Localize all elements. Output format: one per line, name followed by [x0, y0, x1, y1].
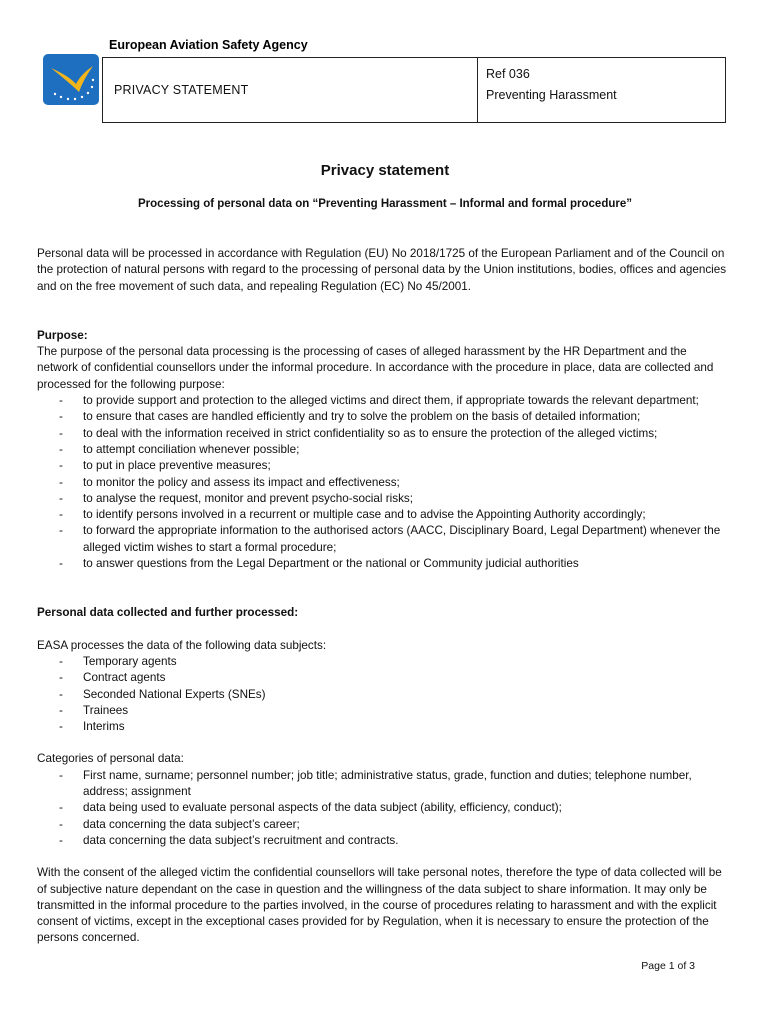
list-item: - data being used to evaluate personal aspects of the data subject (ability, efficiency, conduct); — [37, 800, 730, 816]
document-type: PRIVACY STATEMENT — [103, 58, 478, 122]
purpose-paragraph: The purpose of the personal data processing is the processing of cases of alleged harassment by the HR Department and the network of confidential counsellors under the informal procedure. In accordance with the procedure in place, data are collected and processed for the following purpose: — [37, 345, 714, 391]
purpose-list — [37, 393, 730, 572]
list-item: - to ensure that cases are handled efficiently and try to solve the problem on the basis of detailed information; — [37, 409, 730, 425]
page-number: Page 1 of 3 — [641, 960, 695, 972]
list-item: - Temporary agents — [37, 654, 730, 670]
easa-logo — [43, 54, 99, 105]
page-title: Privacy statement — [320, 162, 450, 179]
list-item: - to deal with the information received in strict confidentiality so as to ensure the protection of the alleged victims; — [37, 426, 730, 442]
data-categories-list — [37, 768, 730, 849]
data-subjects-list — [37, 654, 730, 735]
list-item: - to identify persons involved in a recurrent or multiple case and to advise the Appointing Authority accordingly; — [37, 507, 730, 523]
list-item: - Contract agents — [37, 670, 730, 686]
page-subtitle: Processing of personal data on “Preventing Harassment – Informal and formal procedure” — [138, 198, 632, 210]
intro-paragraph: Personal data will be processed in accordance with Regulation (EU) No 2018/1725 of the European Parliament and of the Council on the protection of natural persons with regard to the processing of personal data by the Union institutions, bodies, offices and agencies and on the free movement of such data, and repealing Regulation (EC) No 45/2001. — [37, 247, 727, 293]
list-item: - data concerning the data subject’s recruitment and contracts. — [37, 833, 730, 849]
list-item: - to put in place preventive measures; — [37, 458, 730, 474]
document-body — [37, 246, 730, 947]
purpose-heading: Purpose: — [37, 328, 88, 342]
list-item: - Seconded National Experts (SNEs) — [37, 687, 730, 703]
list-item: - Trainees — [37, 703, 730, 719]
list-item: - Interims — [37, 719, 730, 735]
reference-number: Ref 036 — [486, 67, 530, 81]
list-item: - to provide support and protection to the alleged victims and direct them, if appropriate towards the relevant department; — [37, 393, 730, 409]
personal-data-heading: Personal data collected and further processed: — [37, 606, 299, 620]
consent-paragraph: With the consent of the alleged victim the confidential counsellors will take personal notes, therefore the type of data collected will be of subjective nature dependant on the case in question and the willingness of the data subject to share information. It may only be transmitted in the informal procedure to the parties involved, in the course of procedures relating to harassment and with the explicit consent of victims, except in the exceptional cases provided for by Regulation, when it is necessary to ensure the protection of the persons concerned. — [37, 866, 722, 945]
header-table — [102, 57, 726, 123]
categories-intro: Categories of personal data: — [37, 752, 184, 766]
agency-name: European Aviation Safety Agency — [109, 38, 308, 52]
list-item: - First name, surname; personnel number; job title; administrative status, grade, function and duties; telephone number, address; assignment — [37, 768, 730, 801]
list-item: - to monitor the policy and assess its impact and effectiveness; — [37, 475, 730, 491]
list-item: - to answer questions from the Legal Department or the national or Community judicial authorities — [37, 556, 730, 572]
list-item: - to forward the appropriate information to the authorised actors (AACC, Disciplinary Board, Legal Department) whenever the alleged victim wishes to start a formal procedure; — [37, 523, 730, 556]
list-item: - to analyse the request, monitor and prevent psycho-social risks; — [37, 491, 730, 507]
subjects-intro: EASA processes the data of the following data subjects: — [37, 638, 327, 652]
list-item: - to attempt conciliation whenever possible; — [37, 442, 730, 458]
reference-title: Preventing Harassment — [486, 88, 617, 102]
reference-cell — [478, 58, 617, 122]
list-item: - data concerning the data subject’s career; — [37, 817, 730, 833]
